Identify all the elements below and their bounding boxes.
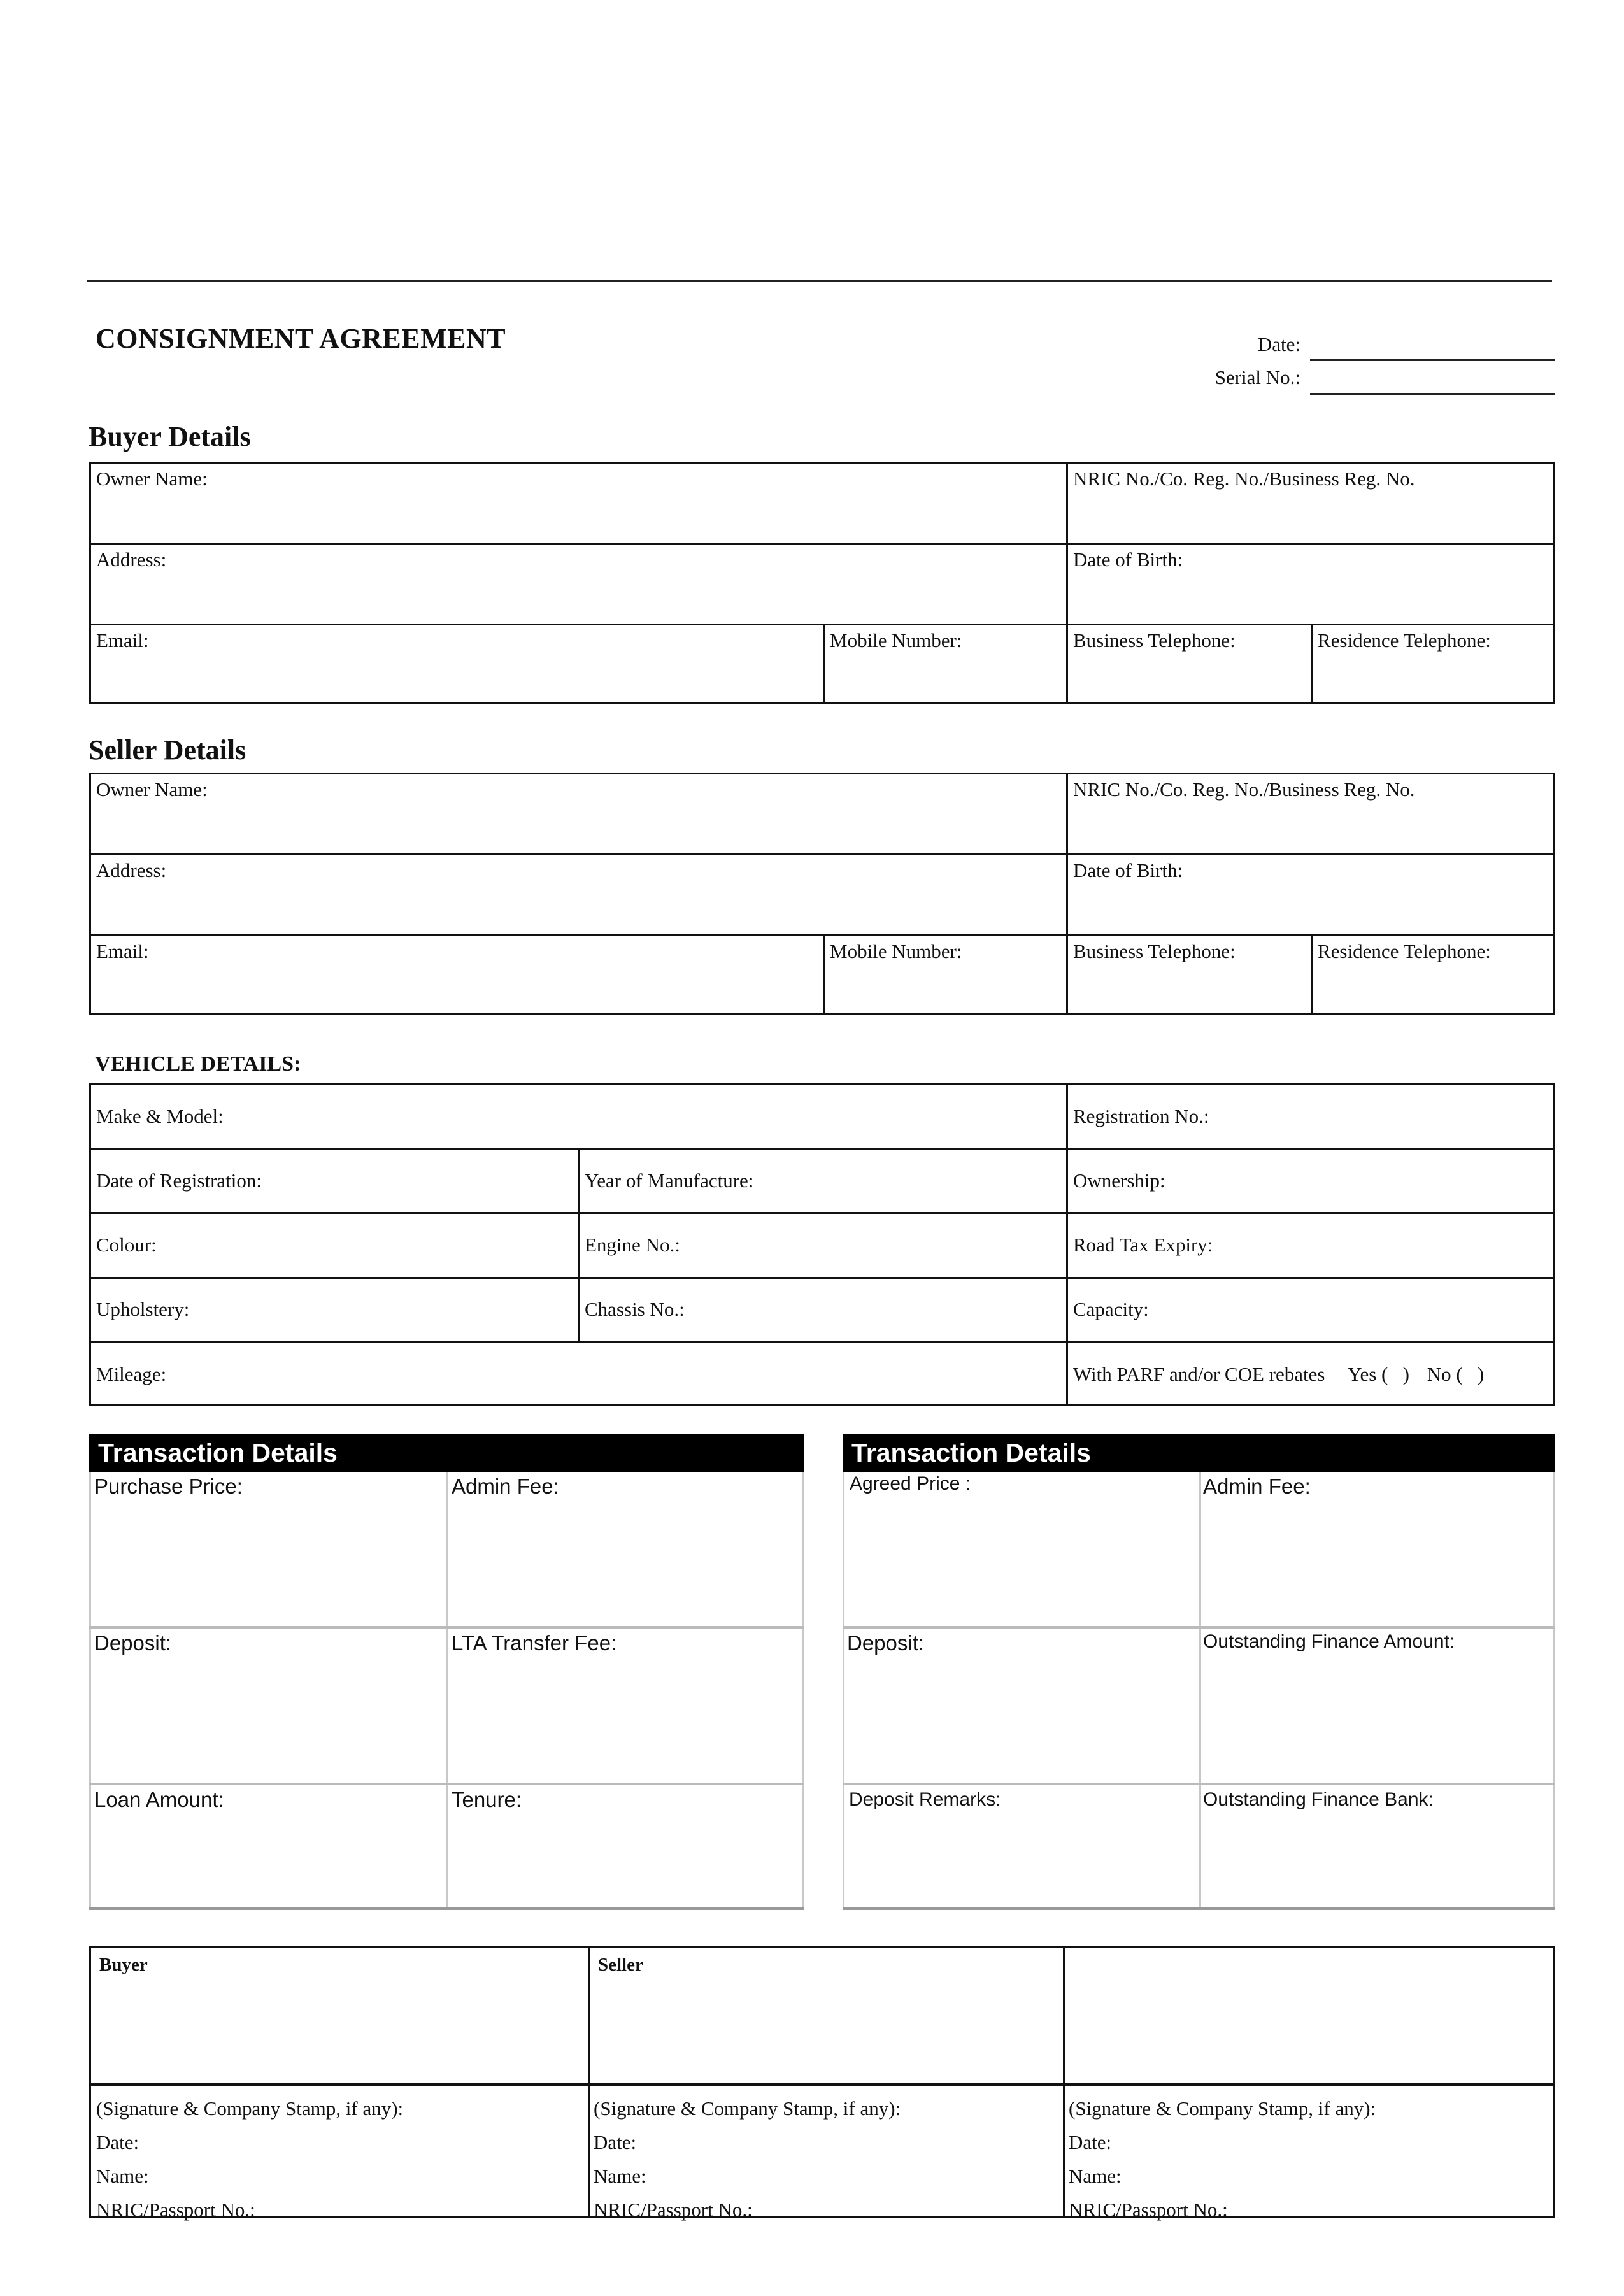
seller-email-label: Email: <box>96 940 149 962</box>
buyer-address-label: Address: <box>96 548 167 571</box>
seller-address-label: Address: <box>96 859 167 881</box>
seller-owner-name-field[interactable] <box>96 778 208 801</box>
lta-fee-label: LTA Transfer Fee: <box>452 1631 617 1655</box>
buyer-nric-field[interactable] <box>1073 467 1415 490</box>
chassis-no-field[interactable] <box>585 1298 685 1321</box>
purchase-price-field[interactable] <box>94 1474 243 1499</box>
outstanding-bank-field[interactable] <box>1203 1789 1434 1811</box>
sig-stamp-label: (Signature & Company Stamp, if any): <box>1069 2097 1376 2120</box>
year-manufacture-label: Year of Manufacture: <box>585 1169 754 1192</box>
date-registration-field[interactable] <box>96 1169 262 1192</box>
colour-field[interactable] <box>96 1234 157 1257</box>
sig-date-label: Date: <box>96 2131 139 2153</box>
sig-stamp-label: (Signature & Company Stamp, if any): <box>594 2097 901 2120</box>
seller-mobile-label: Mobile Number: <box>830 940 962 962</box>
vehicle-details-heading: VEHICLE DETAILS: <box>95 1052 301 1076</box>
buyer-dob-label: Date of Birth: <box>1073 548 1183 571</box>
seller-owner-name-label: Owner Name: <box>96 778 208 801</box>
buyer-details-heading: Buyer Details <box>89 421 251 452</box>
date-label: Date: <box>1257 333 1300 355</box>
top-divider <box>87 280 1552 282</box>
transaction-right-table <box>843 1472 1555 1910</box>
upholstery-field[interactable] <box>96 1298 189 1321</box>
seller-mobile-field[interactable] <box>830 940 962 963</box>
sig-name-label: Name: <box>594 2165 646 2187</box>
buyer-business-tel-field[interactable] <box>1073 629 1236 652</box>
buyer-owner-name-label: Owner Name: <box>96 467 208 490</box>
serial-field[interactable] <box>1310 393 1555 395</box>
capacity-field[interactable] <box>1073 1298 1149 1321</box>
transaction-right-heading: Transaction Details <box>843 1434 1555 1472</box>
capacity-label: Capacity: <box>1073 1298 1149 1320</box>
sig-nric-label: NRIC/Passport No.: <box>1069 2199 1228 2221</box>
left-deposit-field[interactable] <box>94 1631 171 1655</box>
outstanding-bank-label: Outstanding Finance Bank: <box>1203 1789 1434 1810</box>
serial-label: Serial No.: <box>1214 366 1300 389</box>
mileage-label: Mileage: <box>96 1363 167 1385</box>
vehicle-details-table <box>89 1083 1555 1406</box>
registration-no-field[interactable] <box>1073 1105 1209 1128</box>
sig-stamp-label: (Signature & Company Stamp, if any): <box>96 2097 404 2120</box>
lta-fee-field[interactable] <box>452 1631 616 1655</box>
mileage-field[interactable] <box>96 1363 166 1386</box>
sig-date-label: Date: <box>594 2131 637 2153</box>
sig-name-label: Name: <box>1069 2165 1122 2187</box>
buyer-address-field[interactable] <box>96 548 166 571</box>
seller-residence-tel-label: Residence Telephone: <box>1318 940 1491 962</box>
buyer-residence-tel-label: Residence Telephone: <box>1318 629 1491 652</box>
sig-name-label: Name: <box>96 2165 149 2187</box>
seller-residence-tel-field[interactable] <box>1318 940 1491 963</box>
loan-amount-label: Loan Amount: <box>94 1788 224 1811</box>
road-tax-field[interactable] <box>1073 1234 1213 1257</box>
left-admin-fee-field[interactable] <box>452 1474 559 1499</box>
right-deposit-field[interactable] <box>847 1631 924 1655</box>
make-model-field[interactable] <box>96 1105 224 1128</box>
seller-nric-field[interactable] <box>1073 778 1415 801</box>
outstanding-amount-field[interactable] <box>1203 1631 1455 1653</box>
seller-dob-field[interactable] <box>1073 859 1183 882</box>
right-deposit-label: Deposit: <box>847 1631 925 1655</box>
buyer-signature-box[interactable] <box>91 1948 588 2083</box>
buyer-mobile-field[interactable] <box>830 629 962 652</box>
parf-yes-option[interactable]: Yes ( ) <box>1348 1363 1409 1385</box>
ownership-field[interactable] <box>1073 1169 1165 1192</box>
buyer-business-tel-label: Business Telephone: <box>1073 629 1236 652</box>
third-signature-box[interactable] <box>1065 1948 1555 2083</box>
buyer-residence-tel-field[interactable] <box>1318 629 1491 652</box>
seller-nric-label: NRIC No./Co. Reg. No./Business Reg. No. <box>1073 778 1415 801</box>
seller-business-tel-field[interactable] <box>1073 940 1236 963</box>
colour-label: Colour: <box>96 1234 157 1256</box>
road-tax-label: Road Tax Expiry: <box>1073 1234 1213 1256</box>
seller-signature-heading: Seller <box>598 1955 643 1975</box>
buyer-email-label: Email: <box>96 629 149 652</box>
engine-no-field[interactable] <box>585 1234 680 1257</box>
signature-table <box>89 1946 1555 2221</box>
right-admin-fee-field[interactable] <box>1203 1474 1311 1499</box>
deposit-remarks-label: Deposit Remarks: <box>849 1789 1001 1810</box>
buyer-details-table <box>89 462 1555 704</box>
agreed-price-label: Agreed Price : <box>850 1473 971 1494</box>
chassis-no-label: Chassis No.: <box>585 1298 685 1320</box>
upholstery-label: Upholstery: <box>96 1298 190 1320</box>
seller-signature-box[interactable] <box>590 1948 1063 2083</box>
sig-nric-label: NRIC/Passport No.: <box>594 2199 753 2221</box>
seller-address-field[interactable] <box>96 859 166 882</box>
buyer-dob-field[interactable] <box>1073 548 1183 571</box>
tenure-field[interactable] <box>452 1788 522 1812</box>
agreed-price-field[interactable] <box>850 1473 971 1495</box>
loan-amount-field[interactable] <box>94 1788 224 1812</box>
transaction-left-table <box>89 1472 804 1910</box>
left-admin-fee-label: Admin Fee: <box>452 1474 559 1498</box>
tenure-label: Tenure: <box>452 1788 522 1811</box>
buyer-owner-name-field[interactable] <box>96 467 208 490</box>
sig-nric-label: NRIC/Passport No.: <box>96 2199 255 2221</box>
seller-dob-label: Date of Birth: <box>1073 859 1183 881</box>
seller-business-tel-label: Business Telephone: <box>1073 940 1236 962</box>
left-deposit-label: Deposit: <box>94 1631 172 1655</box>
right-admin-fee-label: Admin Fee: <box>1203 1474 1311 1498</box>
buyer-nric-label: NRIC No./Co. Reg. No./Business Reg. No. <box>1073 467 1415 490</box>
buyer-mobile-label: Mobile Number: <box>830 629 962 652</box>
ownership-label: Ownership: <box>1073 1169 1165 1192</box>
purchase-price-label: Purchase Price: <box>94 1474 243 1498</box>
engine-no-label: Engine No.: <box>585 1234 680 1256</box>
outstanding-amount-label: Outstanding Finance Amount: <box>1203 1631 1455 1652</box>
seller-details-table <box>89 773 1555 1015</box>
document-title: CONSIGNMENT AGREEMENT <box>96 323 506 354</box>
sig-date-label: Date: <box>1069 2131 1112 2153</box>
date-registration-label: Date of Registration: <box>96 1169 262 1192</box>
buyer-email-field[interactable] <box>96 629 149 652</box>
parf-field <box>1073 1363 1484 1386</box>
parf-no-option[interactable]: No ( ) <box>1427 1363 1485 1385</box>
make-model-label: Make & Model: <box>96 1105 224 1127</box>
date-field[interactable] <box>1310 359 1555 361</box>
registration-no-label: Registration No.: <box>1073 1105 1209 1127</box>
parf-label: With PARF and/or COE rebates <box>1073 1363 1325 1385</box>
buyer-signature-heading: Buyer <box>99 1955 148 1975</box>
year-manufacture-field[interactable] <box>585 1169 753 1192</box>
seller-email-field[interactable] <box>96 940 149 963</box>
transaction-left-heading: Transaction Details <box>89 1434 804 1472</box>
deposit-remarks-field[interactable] <box>849 1789 1001 1811</box>
seller-details-heading: Seller Details <box>89 734 246 766</box>
